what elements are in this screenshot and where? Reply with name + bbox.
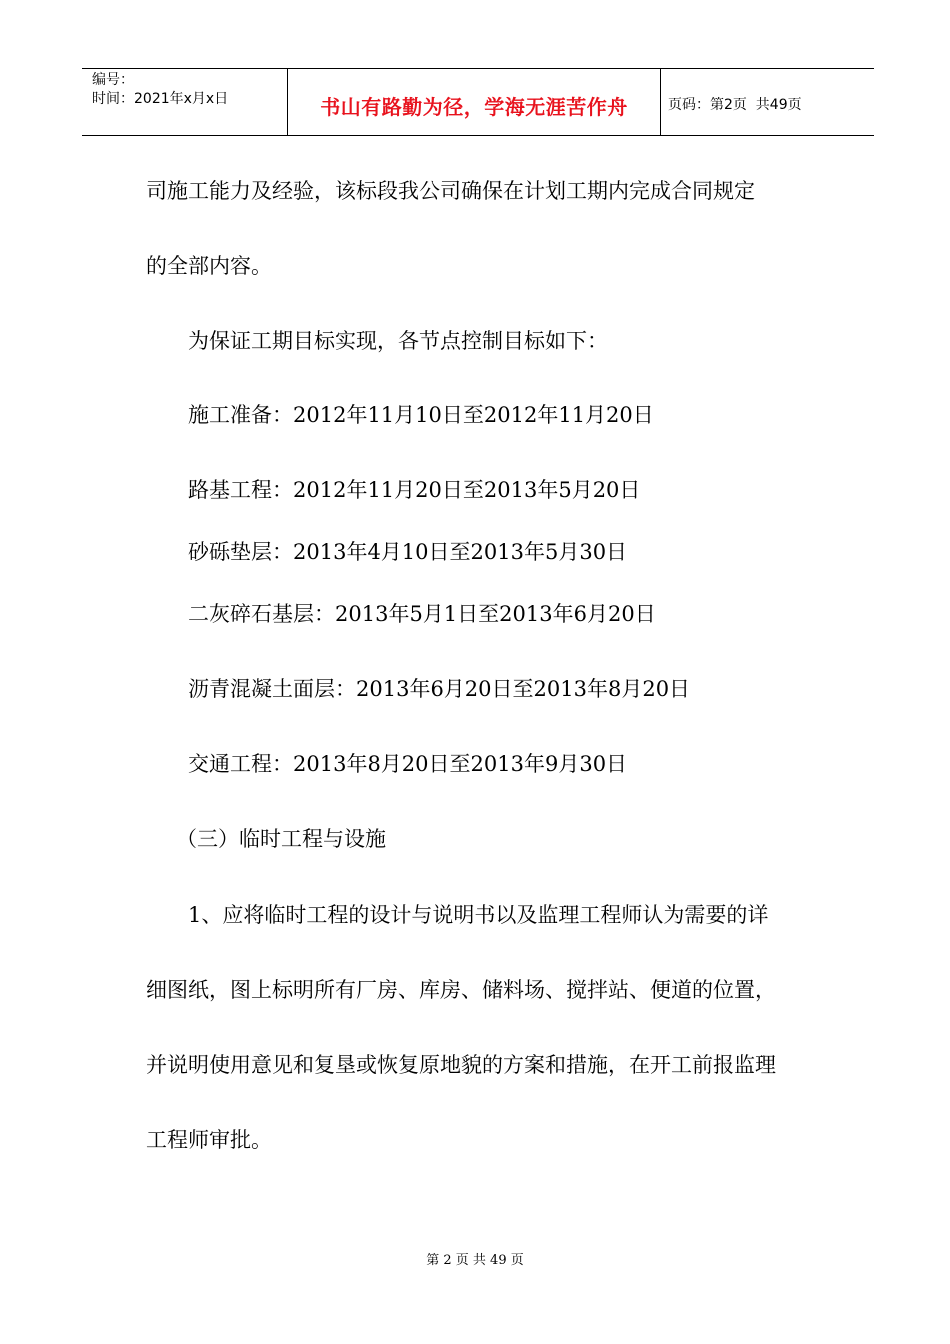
header-page-info: 页码：第2页 共49页	[668, 97, 802, 113]
milestone-item: 交通工程：2013年8月20日至2013年9月30日	[188, 752, 628, 776]
header-motto-cell	[287, 69, 661, 135]
number-label: 编号：	[92, 72, 134, 88]
milestone-item: 二灰碎石基层：2013年5月1日至2013年6月20日	[188, 602, 656, 626]
paragraph-line: 细图纸，图上标明所有厂房、库房、储料场、搅拌站、便道的位置，	[146, 978, 776, 1002]
paragraph-line: 工程师审批。	[146, 1128, 272, 1152]
time-label: 时间：2021年x月x日	[92, 91, 229, 107]
paragraph-line: 的全部内容。	[146, 254, 272, 278]
section-heading: （三）临时工程与设施	[176, 827, 386, 851]
motto-text: 书山有路勤为径，学海无涯苦作舟	[320, 94, 628, 119]
paragraph-line: 1、应将临时工程的设计与说明书以及监理工程师认为需要的详	[188, 903, 769, 927]
milestone-item: 沥青混凝土面层：2013年6月20日至2013年8月20日	[188, 677, 691, 701]
paragraph-line: 司施工能力及经验，该标段我公司确保在计划工期内完成合同规定	[146, 179, 755, 203]
milestone-item: 施工准备：2012年11月10日至2012年11月20日	[188, 403, 654, 427]
header-meta	[92, 71, 286, 109]
paragraph-line: 为保证工期目标实现，各节点控制目标如下：	[188, 329, 608, 353]
paragraph-line: 并说明使用意见和复垦或恢复原地貌的方案和措施，在开工前报监理	[146, 1053, 776, 1077]
milestone-item: 路基工程：2012年11月20日至2013年5月20日	[188, 478, 641, 502]
milestone-item: 砂砾垫层：2013年4月10日至2013年5月30日	[188, 540, 628, 564]
page-header	[82, 68, 874, 136]
page-footer: 第 2 页 共 49 页	[426, 1253, 524, 1268]
